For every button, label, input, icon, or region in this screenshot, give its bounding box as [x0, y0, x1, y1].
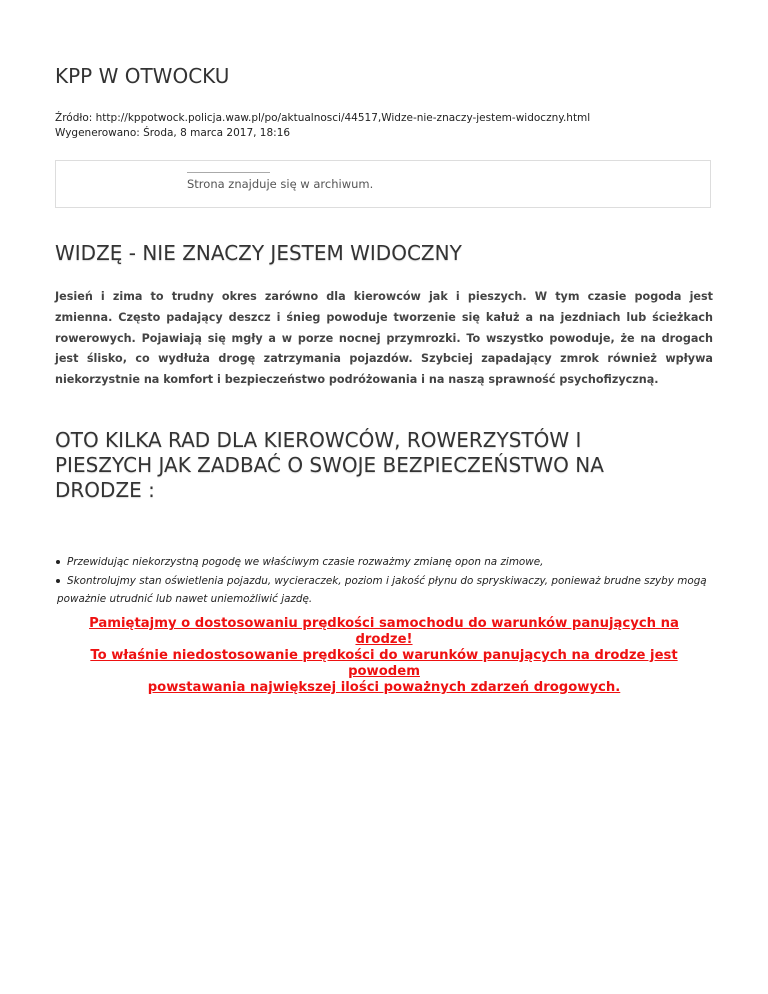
lead-line: zmienna. Często padający deszcz i śnieg powoduje tworzenie się kałuż a na jezdniach lub ścieżkach	[55, 310, 713, 324]
tips-heading-line: OTO KILKA RAD DLA KIEROWCÓW, ROWERZYSTÓW I	[55, 428, 582, 452]
site-title: KPP W OTWOCKU	[55, 64, 230, 88]
lead-line: rowerowych. Pojawiają się mgły a w porze nocnej przymrozki. To wszystko powoduje, że na drogach	[55, 331, 713, 345]
warning-line: drodze!	[355, 632, 413, 647]
tips-heading	[55, 428, 604, 503]
list-item	[55, 572, 715, 608]
lead-line: jest ślisko, co wydłuża drogę zatrzymania pojazdów. Szybciej zapadający zmrok również wpływa	[55, 352, 713, 366]
tip-text: Przewidując niekorzystną pogodę we właściwym czasie rozważmy zmianę opon na zimowe,	[67, 556, 544, 568]
list-item	[55, 553, 715, 571]
generated-date-line: Wygenerowano: Środa, 8 marca 2017, 18:16	[55, 127, 291, 139]
article-title: WIDZĘ - NIE ZNACZY JESTEM WIDOCZNY	[55, 241, 462, 265]
archive-notice-text: Strona znajduje się w archiwum.	[187, 177, 374, 191]
lead-line: niekorzystnie na komfort i bezpieczeństwo podróżowania i na naszą sprawność psychofizyczną.	[55, 373, 659, 387]
archive-divider	[187, 172, 270, 173]
lead-line: Jesień i zima to trudny okres zarówno dla kierowców jak i pieszych. W tym czasie pogoda jest	[55, 290, 713, 303]
article-lead	[55, 287, 713, 391]
tips-list	[55, 553, 715, 609]
source-url-line: Źródło: http://kppotwock.policja.waw.pl/po/aktualnosci/44517,Widze-nie-znaczy-jestem-widoczny.html	[55, 112, 591, 124]
tip-text: Skontrolujmy stan oświetlenia pojazdu, wycieraczek, poziom i jakość płynu do spryskiwaczy, ponieważ brudne szyby mogą	[67, 575, 707, 587]
warning-line: Pamiętajmy o dostosowaniu prędkości samochodu do warunków panujących na	[89, 616, 679, 631]
warning-line: powstawania największej ilości poważnych zdarzeń drogowych.	[147, 680, 621, 695]
tip-text-continued: poważnie utrudnić lub nawet uniemożliwić jazdę.	[57, 593, 313, 605]
speed-warning	[55, 616, 713, 696]
archive-notice-box	[55, 160, 711, 208]
warning-line: powodem	[348, 664, 420, 679]
tips-heading-line: PIESZYCH JAK ZADBAĆ O SWOJE BEZPIECZEŃSTWO NA	[55, 453, 604, 477]
tips-heading-line: DRODZE :	[55, 478, 155, 502]
warning-line: To właśnie niedostosowanie prędkości do warunków panujących na drodze jest	[90, 648, 678, 663]
